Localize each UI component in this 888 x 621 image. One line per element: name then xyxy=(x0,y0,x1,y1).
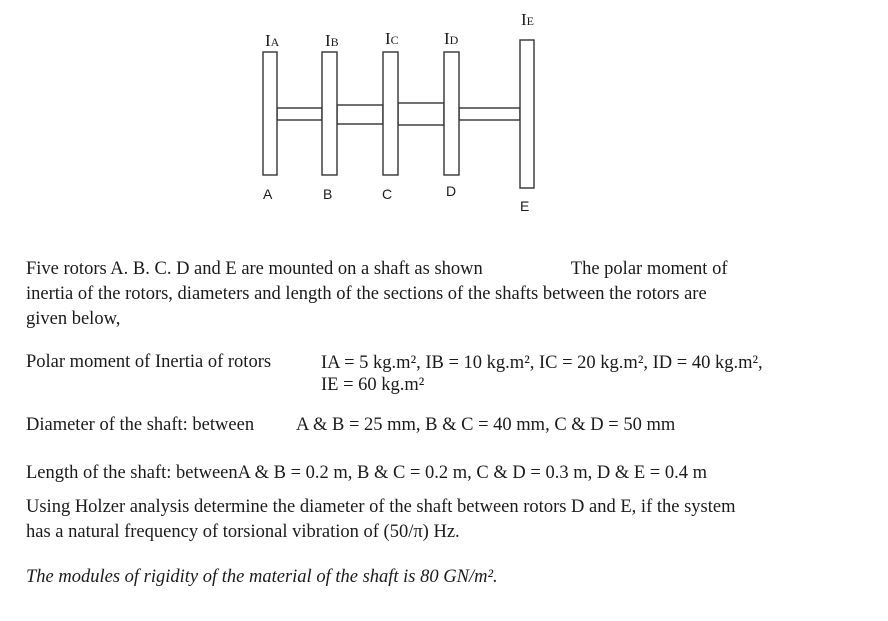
shaft-segment-de xyxy=(459,108,520,120)
inertia-label xyxy=(26,352,271,373)
inertia-label-d: ID xyxy=(444,29,459,48)
diameter-label: Diameter of the shaft: between xyxy=(26,415,255,435)
inertia-label-c: IC xyxy=(385,29,399,48)
holzer-question xyxy=(26,495,735,545)
holzer-line2: has a natural frequency of torsional vibration of (50/π) Hz. xyxy=(26,522,460,542)
holzer-line1: Using Holzer analysis determine the diameter of the shaft between rotors D and E, if the system xyxy=(26,497,736,517)
rotor-e xyxy=(520,40,534,188)
rotor-c xyxy=(383,52,398,175)
inertia-line1: IA = 5 kg.m², IB = 10 kg.m², IC = 20 kg.m², ID = 40 kg.m², xyxy=(321,353,763,373)
rotor-d xyxy=(444,52,459,175)
rotor-b xyxy=(322,52,337,175)
diameter-values: A & B = 25 mm, B & C = 40 mm, C & D = 50 mm xyxy=(296,415,676,435)
inertia-label-e: IE xyxy=(521,10,535,29)
rotor-name-b: B xyxy=(323,186,333,202)
rotor-name-c: C xyxy=(382,186,393,202)
rotor-a xyxy=(263,52,277,175)
intro-line1-b: The polar moment of xyxy=(570,259,728,279)
rotor-shaft-diagram xyxy=(0,0,888,230)
diameter-row xyxy=(26,415,675,436)
inertia-values xyxy=(321,352,763,396)
rotor-name-e: E xyxy=(520,198,530,214)
problem-intro xyxy=(26,257,786,332)
inertia-label-text: Polar moment of Inertia of rotors xyxy=(26,352,272,372)
rigidity-note: The modules of rigidity of the material of the shaft is 80 GN/m². xyxy=(26,567,498,587)
intro-line2: inertia of the rotors, diameters and length of the sections of the shafts between the rotors are xyxy=(26,284,707,304)
shaft-segment-bc xyxy=(337,105,383,124)
rotor-name-a: A xyxy=(263,186,273,202)
length-row: Length of the shaft: betweenA & B = 0.2 m, B & C = 0.2 m, C & D = 0.3 m, D & E = 0.4 m xyxy=(26,463,707,483)
rotor-name-d: D xyxy=(446,183,457,199)
shaft-segment-ab xyxy=(277,108,322,120)
intro-line3: given below, xyxy=(26,309,121,329)
inertia-line2: IE = 60 kg.m² xyxy=(321,375,425,395)
inertia-label-b: IB xyxy=(325,31,339,50)
inertia-label-a: IA xyxy=(265,31,280,50)
shaft-segment-cd xyxy=(398,103,444,125)
intro-line1-a: Five rotors A. B. C. D and E are mounted on a shaft as shown xyxy=(26,259,483,279)
rotor-shaft-svg xyxy=(0,0,888,230)
